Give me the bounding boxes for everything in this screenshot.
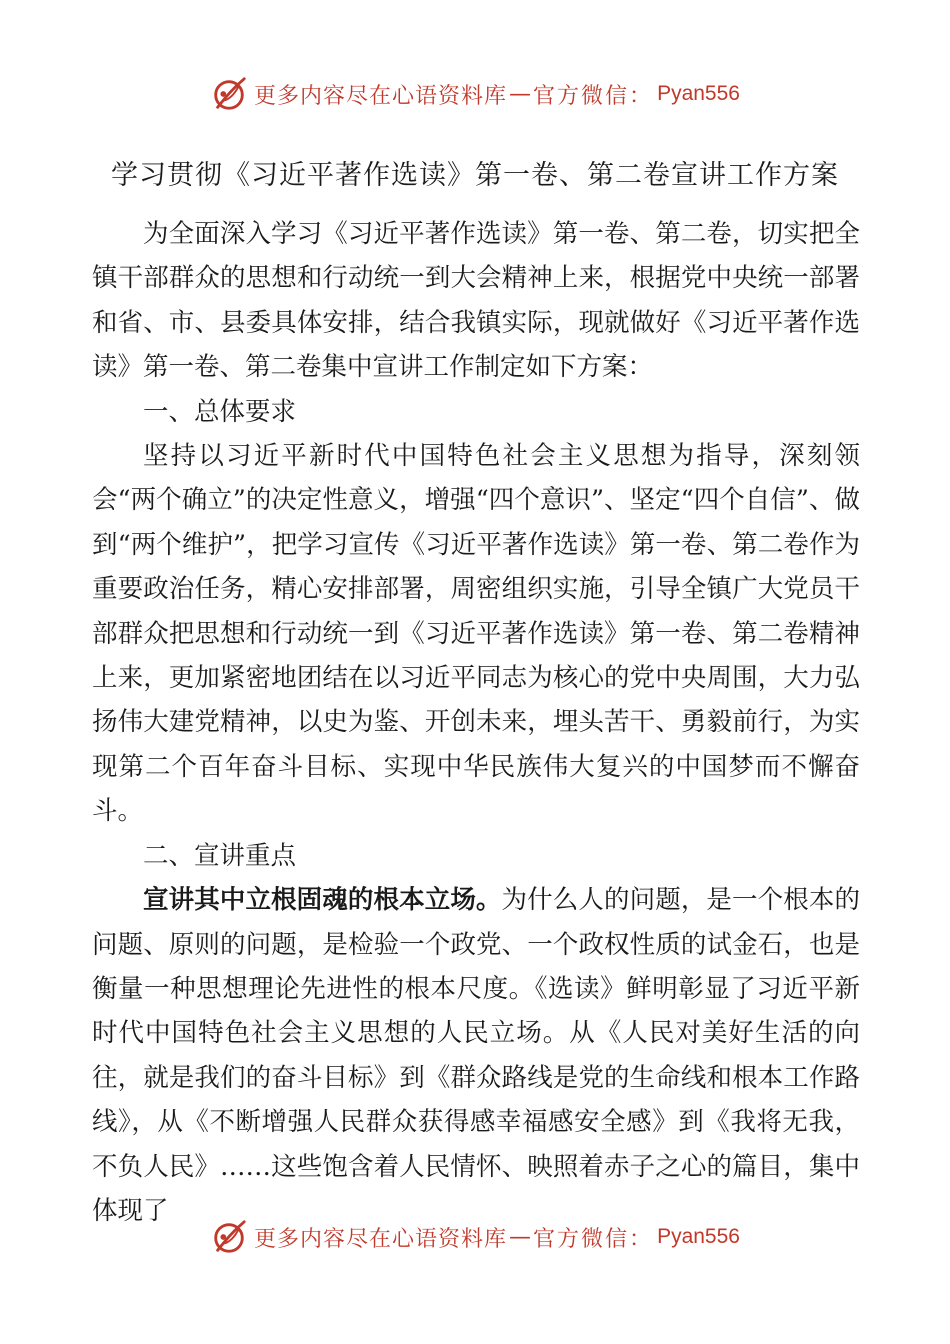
intro-paragraph: 为全面深入学习《习近平著作选读》第一卷、第二卷，切实把全镇干部群众的思想和行动统一到大会精神上来，根据党中央统一部署和省、市、县委具体安排，结合我镇实际，现就做好《习近平著作选读》第一卷、第二卷集中宣讲工作制定如下方案： (92, 219, 860, 383)
quill-logo-icon (210, 75, 248, 113)
section-1-heading: 一、总体要求 (143, 396, 297, 427)
wechat-label-text: 官方微信： (533, 1226, 654, 1252)
document-title: 学习贯彻《习近平著作选读》第一卷、第二卷宣讲工作方案 (111, 160, 839, 191)
wechat-id-text: Pyan556 (657, 82, 740, 105)
footer-watermark-banner (0, 1215, 950, 1259)
site-name-text: 更多内容尽在心语资料库 (254, 1226, 508, 1252)
section-1-paragraph: 坚持以习近平新时代中国特色社会主义思想为指导，深刻领会“两个确立”的决定性意义，增强“四个意识”、坚定“四个自信”、做到“两个维护”，把学习宣传《习近平著作选读》第一卷、第二卷作为重要政治任务，精心安排部署，周密组织实施，引导全镇广大党员干部群众把思想和行动统一到《习近平著作选读》第一卷、第二卷精神上来，更加紧密地团结在以习近平同志为核心的党中央周围，大力弘扬伟大建党精神，以史为鉴、开创未来，埋头苦干、勇毅前行，为实现第二个百年奋斗目标、实现中华民族伟大复兴的中国梦而不懈奋斗。 (92, 441, 860, 827)
banner-separator: — (509, 81, 532, 107)
section-2-lead-sentence: 宣讲其中立根固魂的根本立场。 (143, 885, 502, 916)
section-2-paragraph (92, 878, 860, 1233)
document-body (92, 212, 860, 1233)
site-name-text: 更多内容尽在心语资料库 (254, 83, 508, 109)
header-watermark-banner (0, 72, 950, 116)
wechat-id-text: Pyan556 (657, 1225, 740, 1248)
banner-separator: — (509, 1224, 532, 1250)
quill-logo-icon (210, 1218, 248, 1256)
section-2-heading: 二、宣讲重点 (143, 840, 297, 871)
section-2-body-text: 为什么人的问题，是一个根本的问题、原则的问题，是检验一个政党、一个政权性质的试金石，也是衡量一种思想理论先进性的根本尺度。《选读》鲜明彰显了习近平新时代中国特色社会主义思想的人民立场。从《人民对美好生活的向往，就是我们的奋斗目标》到《群众路线是党的生命线和根本工作路线》，从《不断增强人民群众获得感幸福感安全感》到《我将无我，不负人民》……这些饱含着人民情怀、映照着赤子之心的篇目，集中体现了 (92, 885, 860, 1226)
wechat-label-text: 官方微信： (533, 83, 654, 109)
